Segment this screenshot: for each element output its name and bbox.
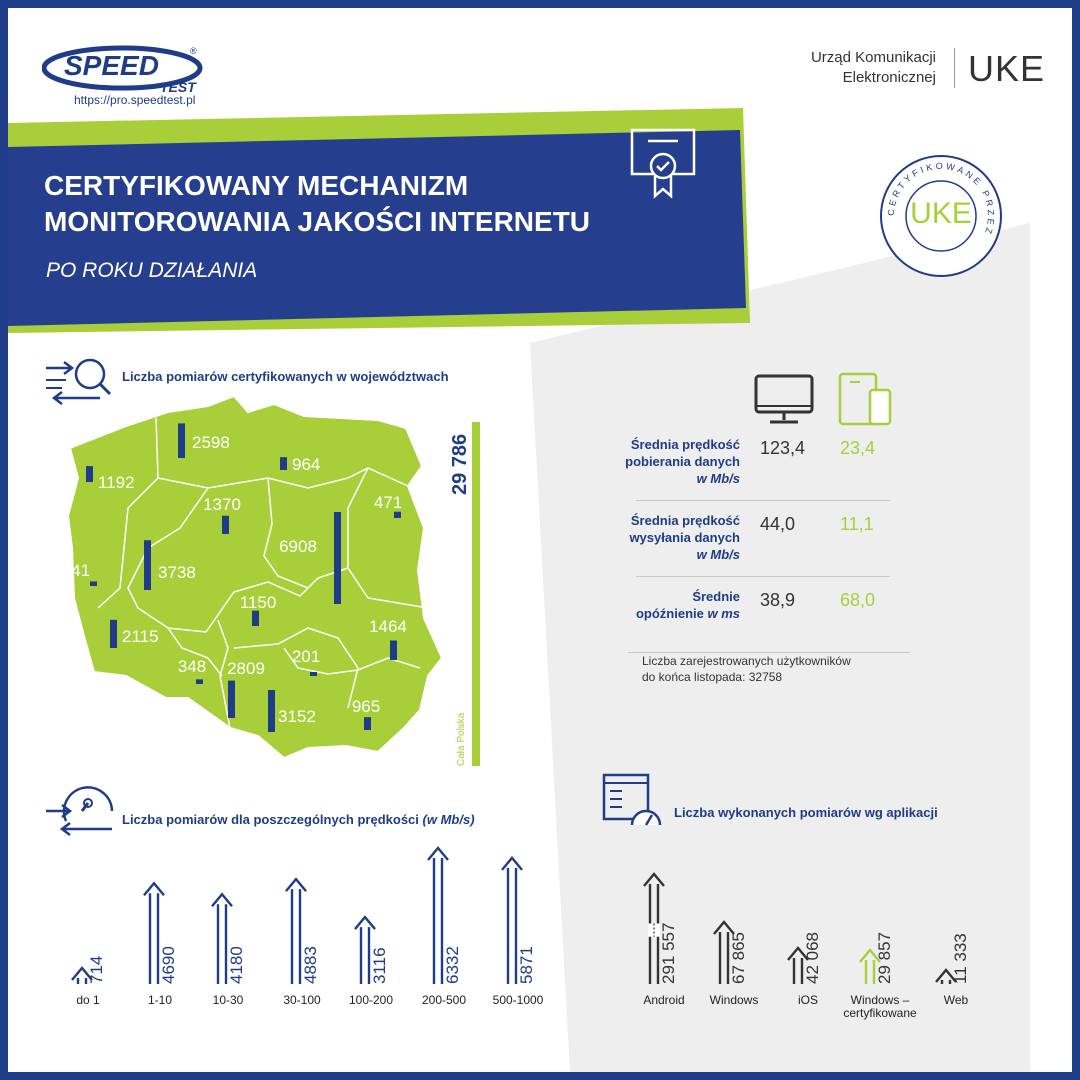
app-category-1-0: Windows [709,993,759,1007]
stats-desktop-value-1: 44,0 [760,514,796,534]
speed-value-4: 3116 [370,947,389,984]
logo-sub: TEST [160,79,196,95]
speed-category-2: 10-30 [212,993,244,1007]
app-value-2: 42 068 [803,932,822,984]
region-value-0: 1192 [98,473,135,492]
speed-value-6: 5871 [517,946,536,984]
uke-name-line2: Elektronicznej [842,69,936,86]
speed-value-1: 4690 [159,946,178,984]
stats-row-label2: opóźnienie w ms [635,606,740,621]
speed-category-1: 1-10 [147,993,173,1007]
stats-row-label1: Średnie [692,589,740,604]
app-category-0-0: Android [643,993,685,1007]
region-value-14: 3152 [278,707,316,726]
speed-value-0: 714 [87,955,106,984]
app-value-0: 291 557 [659,922,678,984]
speed-value-5: 6332 [443,946,462,984]
region-value-4: 1370 [203,495,241,514]
app-value-4: 11 333 [951,933,970,984]
region-value-2: 964 [292,455,321,474]
seal-center: UKE [910,197,972,230]
region-value-8: 1150 [239,593,277,612]
stats-desktop-value-2: 38,9 [760,590,796,610]
region-value-9: 2115 [122,627,159,646]
stats-row-unit: w Mb/s [696,471,740,486]
app-category-3-1: certyfikowane [843,1006,917,1020]
speed-value-2: 4180 [227,946,246,984]
stats-desktop-value-0: 123,4 [760,438,806,458]
region-value-13: 201 [291,647,321,666]
app-category-2-0: iOS [797,993,819,1007]
speedtest-url[interactable]: https://pro.speedtest.pl [74,93,196,107]
uke-logo[interactable]: UKE [968,48,1046,89]
infographic [8,8,1072,1072]
app-value-3: 29 857 [875,932,894,984]
speed-category-0: do 1 [76,993,100,1007]
region-value-3: 471 [373,493,403,512]
stats-mobile-value-0: 23,4 [840,438,876,458]
stats-row-label2: wysyłania danych [629,530,740,545]
registered-users-line2: do końca listopada: 32758 [642,670,783,684]
app-category-4-0: Web [943,993,969,1007]
app-chart [8,8,1072,1072]
logo-text: SPEED [64,50,159,81]
banner-title-line2: MONITOROWANIA JAKOŚCI INTERNETU [44,206,591,237]
region-value-6: 3738 [158,563,196,582]
stats-row-label2: pobierania danych [625,454,740,469]
speed-category-4: 100-200 [348,993,394,1007]
uke-name-line1: Urząd Komunikacji [810,49,936,66]
total-label: Cała Polska [456,712,467,766]
registered-users-line1: Liczba zarejestrowanych użytkowników [642,654,851,668]
speed-value-3: 4883 [301,946,320,984]
region-value-10: 1464 [369,617,407,636]
region-value-7: 6908 [279,537,317,556]
region-value-12: 2809 [227,659,265,678]
stats-row-unit: w Mb/s [696,547,740,562]
app-value-1: 67 865 [729,932,748,984]
banner-title-line1: CERTYFIKOWANY MECHANIZM [44,170,469,201]
speed-category-5: 200-500 [421,993,467,1007]
region-value-5: 341 [61,561,91,580]
banner-subtitle: PO ROKU DZIAŁANIA [46,259,258,282]
region-value-1: 2598 [192,433,230,452]
speed-category-3: 30-100 [283,993,321,1007]
region-value-11: 348 [177,657,207,676]
speed-category-6: 500-1000 [492,993,544,1007]
app-category-3-0: Windows – [850,993,910,1007]
seal-ring-text: CERTYFIKOWANE PRZEZ [885,160,997,238]
stats-mobile-value-1: 11,1 [840,514,874,534]
speed-title-text: Liczba pomiarów dla poszczególnych prędkości [122,812,419,827]
app-section-title: Liczba wykonanych pomiarów wg aplikacji [674,805,938,820]
map-section-title: Liczba pomiarów certyfikowanych w województwach [122,369,449,384]
stats-row-label1: Średnia prędkość [630,513,740,528]
total-value: 29 786 [449,433,471,495]
stats-row-label1: Średnia prędkość [630,437,740,452]
region-value-15: 965 [351,697,381,716]
stats-mobile-value-2: 68,0 [840,590,876,610]
svg-text:®: ® [190,46,197,56]
speed-title-unit: (w Mb/s) [422,812,475,827]
